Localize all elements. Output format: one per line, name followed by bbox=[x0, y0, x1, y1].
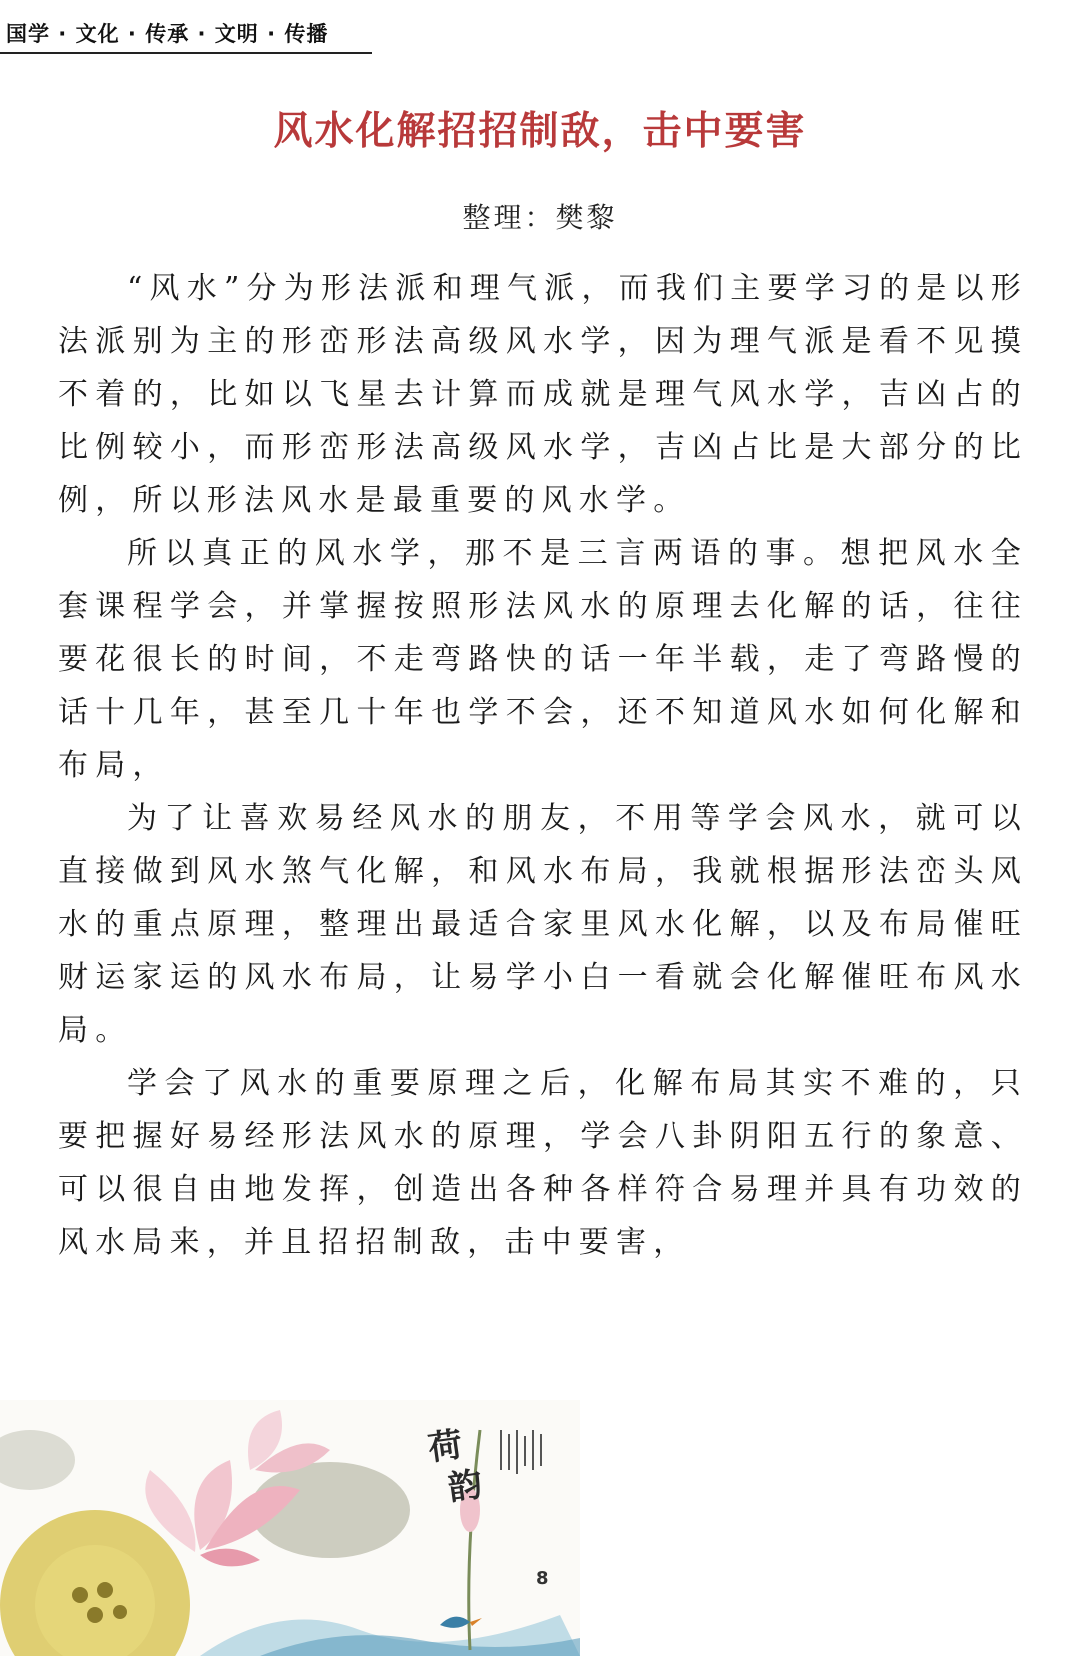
lotus-illustration bbox=[0, 1400, 580, 1656]
calligraphy-mark: 荷 bbox=[425, 1424, 465, 1469]
page-number: 8 bbox=[536, 1568, 549, 1589]
paragraph: “风水”分为形法派和理气派，而我们主要学习的是以形法派别为主的形峦形法高级风水学，因为理气派是看不见摸不着的，比如以飞星去计算而成就是理气风水学，吉凶占的比例较小，而形峦形法高级风水学，吉凶占比是大部分的比例，所以形法风水是最重要的风水学。 bbox=[58, 271, 1028, 518]
header-tagline: 国学 · 文化 · 传承 · 文明 · 传播 bbox=[6, 22, 329, 46]
article-author: 整理：樊黎 bbox=[462, 201, 618, 234]
svg-text:韵: 韵 bbox=[445, 1464, 485, 1509]
article-body bbox=[58, 262, 1028, 1269]
paragraph: 学会了风水的重要原理之后，化解布局其实不难的，只要把握好易经形法风水的原理，学会八卦阴阳五行的象意、可以很自由地发挥，创造出各种各样符合易理并具有功效的风水局来，并且招招制敌，击中要害， bbox=[58, 1066, 1028, 1260]
article-title: 风水化解招招制敌，击中要害 bbox=[273, 109, 807, 154]
paragraph: 为了让喜欢易经风水的朋友，不用等学会风水，就可以直接做到风水煞气化解，和风水布局，我就根据形法峦头风水的重点原理，整理出最适合家里风水化解，以及布局催旺财运家运的风水布局，让易学小白一看就会化解催旺布风水局。 bbox=[58, 801, 1028, 1048]
header-underline bbox=[0, 52, 372, 54]
paragraph: 所以真正的风水学，那不是三言两语的事。想把风水全套课程学会，并掌握按照形法风水的原理去化解的话，往往要花很长的时间，不走弯路快的话一年半载，走了弯路慢的话十几年，甚至几十年也学不会，还不知道风水如何化解和布局， bbox=[58, 536, 1028, 783]
